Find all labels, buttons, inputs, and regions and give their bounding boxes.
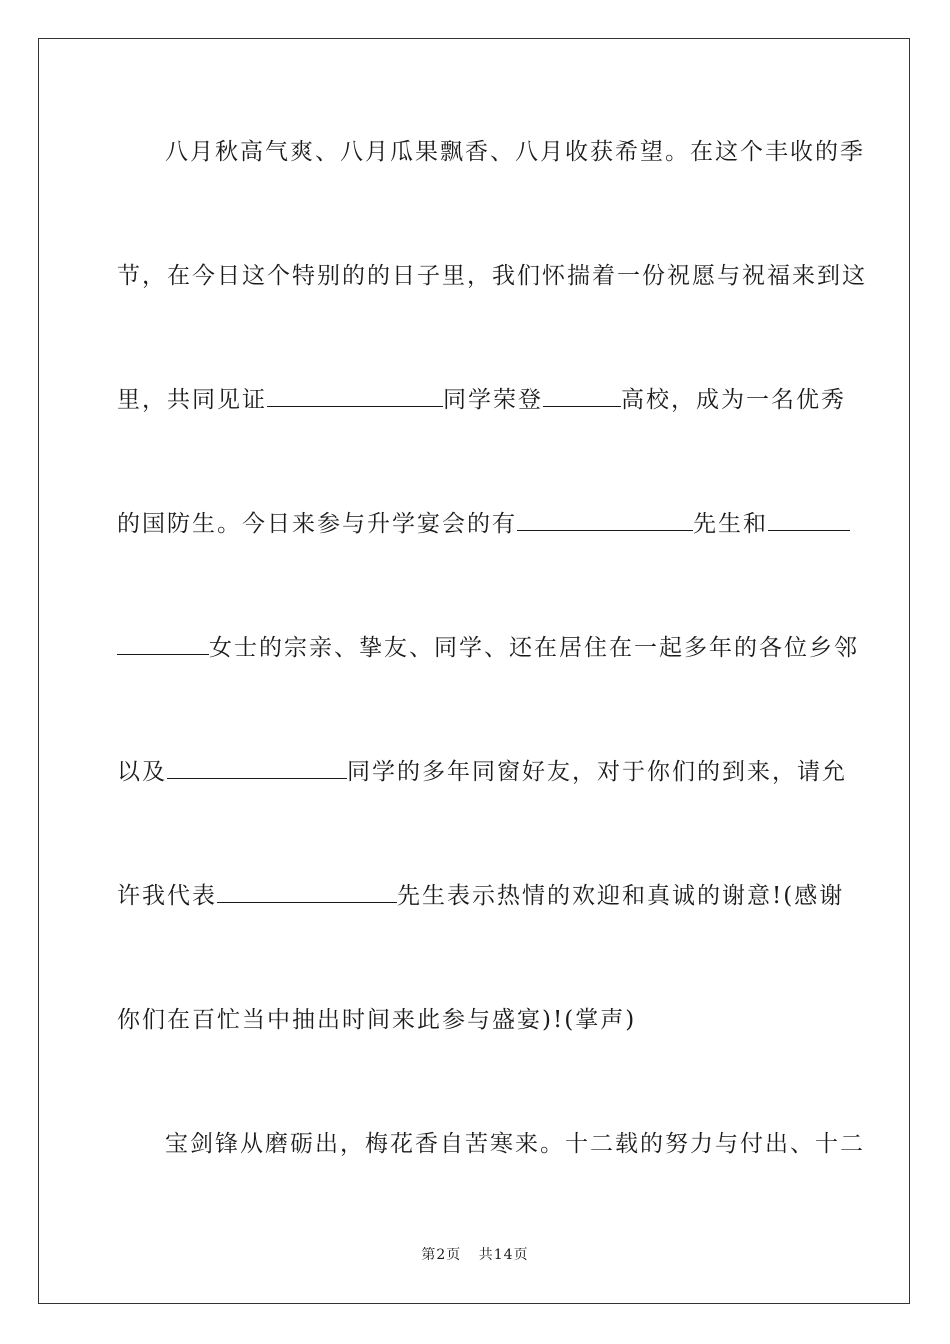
paragraph-line	[117, 757, 847, 787]
fill-in-blank	[517, 512, 693, 531]
text: 女士的宗亲、挚友、同学、还在居住在一起多年的各位乡邻	[209, 635, 859, 661]
text: 的国防生。今日来参与升学宴会的有	[117, 511, 517, 537]
page-number: 第2页	[421, 1247, 462, 1263]
fill-in-blank	[217, 884, 397, 903]
text: 高校，成为一名优秀	[621, 387, 846, 413]
text: 里，共同见证	[117, 387, 267, 413]
fill-in-blank	[117, 636, 209, 655]
paragraph-line	[165, 137, 885, 167]
fill-in-blank	[543, 388, 621, 407]
text: 宝剑锋从磨砺出，梅花香自苦寒来。十二载的努力与付出、十二	[165, 1131, 865, 1157]
text: 以及	[117, 759, 167, 785]
page-total: 共14页	[478, 1247, 529, 1263]
paragraph-line	[117, 261, 867, 291]
paragraph-line	[165, 1129, 885, 1159]
text: 同学荣登	[443, 387, 543, 413]
page-footer	[0, 1244, 950, 1264]
text: 同学的多年同窗好友，对于你们的到来，请允	[347, 759, 847, 785]
text: 先生和	[693, 511, 768, 537]
paragraph-line	[117, 881, 845, 911]
text: 节，在今日这个特别的的日子里，我们怀揣着一份祝愿与祝福来到这	[117, 263, 867, 289]
text: 八月秋高气爽、八月瓜果飘香、八月收获希望。在这个丰收的季	[165, 139, 865, 165]
paragraph-line	[117, 509, 837, 539]
paragraph-line	[117, 385, 846, 415]
fill-in-blank	[768, 512, 850, 531]
paragraph-line	[117, 633, 859, 663]
fill-in-blank	[167, 760, 347, 779]
text: 先生表示热情的欢迎和真诚的谢意!(感谢	[397, 883, 845, 909]
fill-in-blank	[267, 388, 443, 407]
text: 许我代表	[117, 883, 217, 909]
paragraph-line	[117, 1005, 837, 1035]
text: 你们在百忙当中抽出时间来此参与盛宴)!(掌声)	[117, 1007, 637, 1033]
page-border	[38, 38, 910, 1304]
